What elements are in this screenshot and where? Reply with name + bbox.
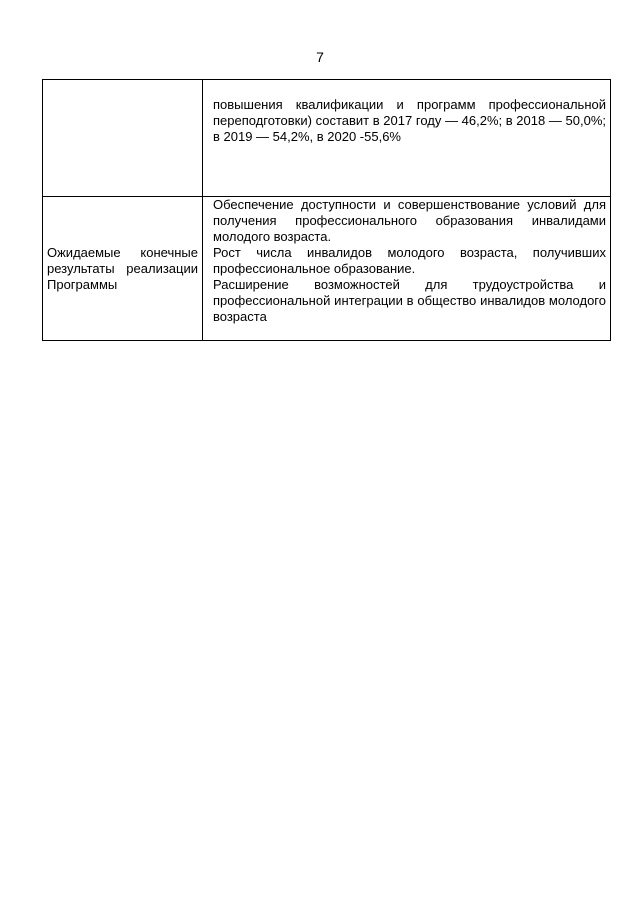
expected-results-label: Ожидаемые конечные результаты реализации Программы (47, 244, 198, 292)
row-label-cell (43, 197, 203, 341)
table-row (43, 197, 611, 341)
expected-result-item: Расширение возможностей для трудоустройства и профессиональной интеграции в общество инвалидов молодого возраста (213, 277, 606, 324)
row-value-cell (203, 197, 611, 341)
expected-result-item: Обеспечение доступности и совершенствование условий для получения профессионального образования инвалидами молодого возраста. (213, 197, 606, 244)
program-passport-table (42, 79, 611, 341)
page-number: 7 (316, 49, 324, 65)
row-value-cell (203, 80, 611, 197)
expected-result-item: Рост числа инвалидов молодого возраста, получивших профессиональное образование. (213, 245, 606, 276)
row-label-cell (43, 80, 203, 197)
table-row (43, 80, 611, 197)
indicator-continuation-text: повышения квалификации и программ профессиональной переподготовки) составит в 2017 году — 46,2%; в 2018 — 50,0%; в 2019 — 54,2%, в 2020 -55,6% (213, 97, 606, 144)
